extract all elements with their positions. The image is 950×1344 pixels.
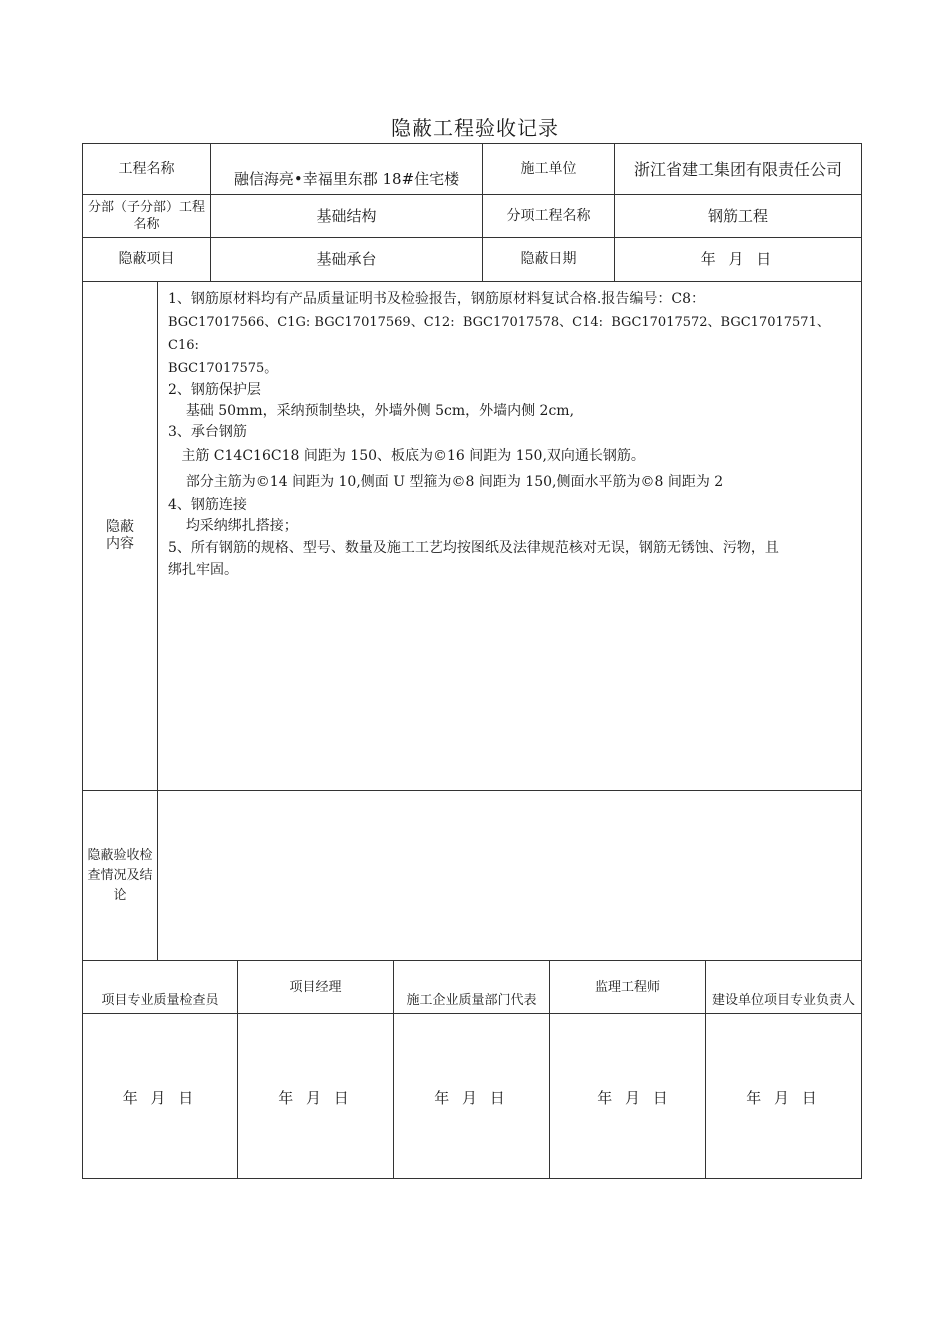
contractor-value: 浙江省建工集团有限责任公司: [633, 159, 842, 179]
signature-role: 建设单位项目专业负责人: [711, 993, 855, 1008]
content-line: 2、钢筋保护层: [168, 382, 261, 398]
project-name-label: 工程名称: [118, 160, 175, 177]
concealed-date-label: 隐蔽日期: [520, 251, 577, 267]
content-line: 4、钢筋连接: [168, 497, 247, 513]
signature-date: 年 月 日: [278, 1088, 353, 1107]
signature-role: 施工企业质量部门代表: [406, 993, 537, 1008]
signature-date: 年 月 日: [122, 1088, 198, 1107]
content-line: BGC17017566、C1G: BGC17017569、C12: BGC17017578、C14: BGC17017572、BGC17017571、C16:: [168, 315, 830, 353]
concealed-item-value: 基础承台: [316, 250, 377, 268]
content-line: 基础 50mm，采纳预制垫块，外墙外侧 5cm，外墙内侧 2cm,: [168, 403, 575, 419]
signature-role: 监理工程师: [594, 980, 660, 995]
inspection-conclusion-label: 隐蔽验收检查情况及结论: [87, 847, 153, 903]
project-name-value: 融信海亮•幸福里东郡 18#住宅楼: [233, 170, 460, 188]
content-line: 部分主筋为©14 间距为 10,侧面 U 型箍为©8 间距为 150,侧面水平筋为©8 间距为 2: [168, 474, 724, 490]
content-line: 主筋 C14C16C18 间距为 150、板底为©16 间距为 150,双向通长钢筋。: [168, 448, 645, 464]
content-label-line1: 隐蔽: [106, 519, 134, 535]
sub-division-value: 基础结构: [316, 206, 377, 225]
content-line: 3、承台钢筋: [168, 424, 247, 440]
concealed-item-label: 隐蔽项目: [118, 251, 175, 267]
inspection-conclusion-value: [158, 791, 861, 960]
sub-item-label: 分项工程名称: [506, 207, 591, 224]
signature-role: 项目专业质量检查员: [101, 993, 219, 1008]
signature-date: 年 月 日: [746, 1088, 821, 1107]
signature-role: 项目经理: [289, 980, 342, 995]
page-title: 隐蔽工程验收记录: [391, 116, 559, 140]
content-line: 绑扎牢固。: [168, 562, 238, 578]
content-line: 1、钢筋原材料均有产品质量证明书及检验报告，钢筋原材料复试合格.报告编号：C8：: [168, 291, 705, 307]
concealed-content-label: [83, 282, 157, 790]
contractor-label: 施工单位: [520, 160, 577, 177]
content-line: BGC17017575。: [168, 361, 278, 376]
signature-date: 年 月 日: [597, 1088, 672, 1107]
inspection-record-table: [82, 143, 862, 1179]
content-label-line2: 内容: [106, 536, 134, 552]
concealed-content-text: [168, 288, 858, 581]
content-line: 均采纳绑扎搭接；: [168, 518, 298, 534]
content-line: 5、所有钢筋的规格、型号、数量及施工工艺均按图纸及法律规范核对无误，钢筋无锈蚀、污物，且: [168, 540, 779, 556]
sub-division-label: 分部（子分部）工程名称: [87, 200, 205, 232]
concealed-date-value: 年 月 日: [700, 250, 776, 268]
signature-date: 年 月 日: [434, 1088, 509, 1107]
sub-item-value: 钢筋工程: [707, 206, 768, 225]
